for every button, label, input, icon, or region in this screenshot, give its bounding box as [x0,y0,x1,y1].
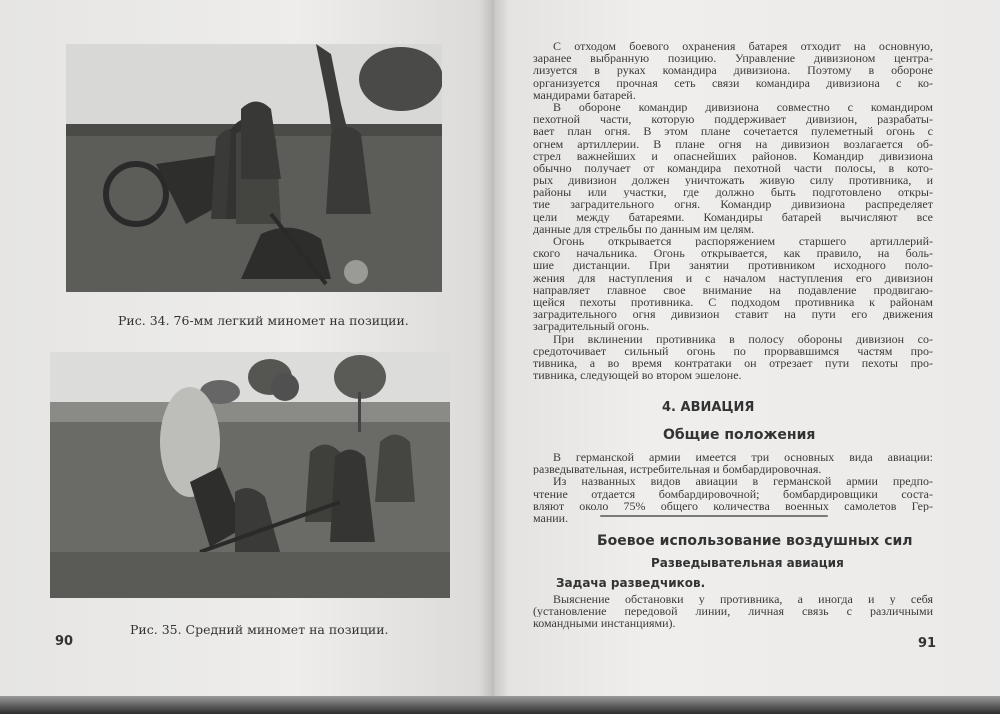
text-line: С отходом боевого охранения батарея отходит на основную, [553,40,933,53]
text-line: вляют около 75% общего количества военных самолетов Гер- [533,499,933,512]
figure-34-photo [66,44,442,292]
text-line: организуется прочная сеть связи командира дивизиона с ко- [533,76,933,89]
text-line: обычно получает от командира пехотной части полосы, в кото- [533,161,933,175]
text-line: мании. [533,511,569,525]
text-line: разведывательная, истребительная и бомбардировочная. [533,463,822,476]
text-line: огнем артиллерии. В плане огня на дивизион возлагается об- [533,137,933,150]
text-line: пехотной части, которую поддерживает дивизион, разрабаты- [533,113,933,126]
text-block-recon [533,593,933,630]
text-line: жения для наступления и с началом наступления его дивизион [533,271,933,284]
text-line: ского начальника. Огонь открывается, как правило, на боль- [533,247,933,260]
text-line: чтение отдается бомбардировочной; бомбардировщики соста- [533,487,933,500]
text-line: Огонь открывается распоряжением старшего артиллерий- [553,235,933,248]
text-line: командными инстанциями). [533,617,676,630]
subheading-recon: Разведывательная авиация [651,556,844,570]
figure-35-photo [50,352,450,598]
text-line: В германской армии имеется три основных вида авиации: [553,451,933,464]
text-line: заградительного огня дивизион ставит на пути его движения [533,308,933,321]
text-line: вает план огня. В этом плане сочетается пулеметный огонь с [533,125,933,138]
text-line: тивника, следующей во втором эшелоне. [533,369,742,382]
text-line: шие дистанции. При занятии противником исходного поло- [533,259,933,272]
book-bottom-edge [0,696,1000,714]
text-line: лизуется в руках командира дивизиона. Поэтому в обороне [533,64,933,77]
figure-35-caption: Рис. 35. Средний миномет на позиции. [130,622,389,637]
text-line: Из названных видов авиации в германской армии предпо- [553,475,933,488]
text-line: При вклинении противника в полосу обороны дивизион со- [553,332,933,345]
pencil-underline [600,515,828,517]
text-block-defense [533,40,933,381]
text-line: районы или участки, где должно быть подготовлено откры- [533,186,933,199]
text-line: мандирами батарей. [533,88,636,101]
text-line: средоточивает сильный огонь по прорвавшимся частям про- [533,344,933,357]
text-line: направляет главное свое внимание на подавление продвигаю- [533,283,933,296]
text-line: В обороне командир дивизиона совместно с командиром [553,100,933,114]
text-line: цели между батареями. Командиры батарей вычисляют все [533,210,933,223]
text-line: заградительный огонь. [533,320,650,333]
task-heading: Задача разведчиков. [556,576,706,590]
figure-34-caption: Рис. 34. 76-мм легкий миномет на позиции. [118,313,409,328]
text-line: щейся пехоты противника. С подходом противника к районам [533,295,933,309]
section-heading: 4. АВИАЦИЯ [662,400,755,415]
text-line: тивника, а во время контратаки он отрезает пути пехоты про- [533,356,933,370]
page-number-right: 91 [918,636,937,651]
subheading-general: Общие положения [663,427,816,443]
left-page [0,0,494,700]
text-line: заранее выбранную позицию. Управление дивизионом центра- [533,52,933,65]
text-line: рых дивизион должен уничтожать живую силу противника, и [533,174,933,187]
page-number-left: 90 [55,634,74,649]
text-line: Выяснение обстановки у противника, а иногда и у себя [553,593,933,606]
text-line: данные для стрельбы по данным им целям. [533,222,755,235]
text-line: (установление передовой линии, личная связь с различными [533,605,933,618]
text-block-aviation [533,451,933,524]
text-line: стрел важнейших и опаснейших районов. Командир дивизиона [533,149,933,162]
text-line: тие заградительного огня. Командир дивизиона распределяет [533,198,933,211]
subheading-combat: Боевое использование воздушных сил [597,533,913,549]
